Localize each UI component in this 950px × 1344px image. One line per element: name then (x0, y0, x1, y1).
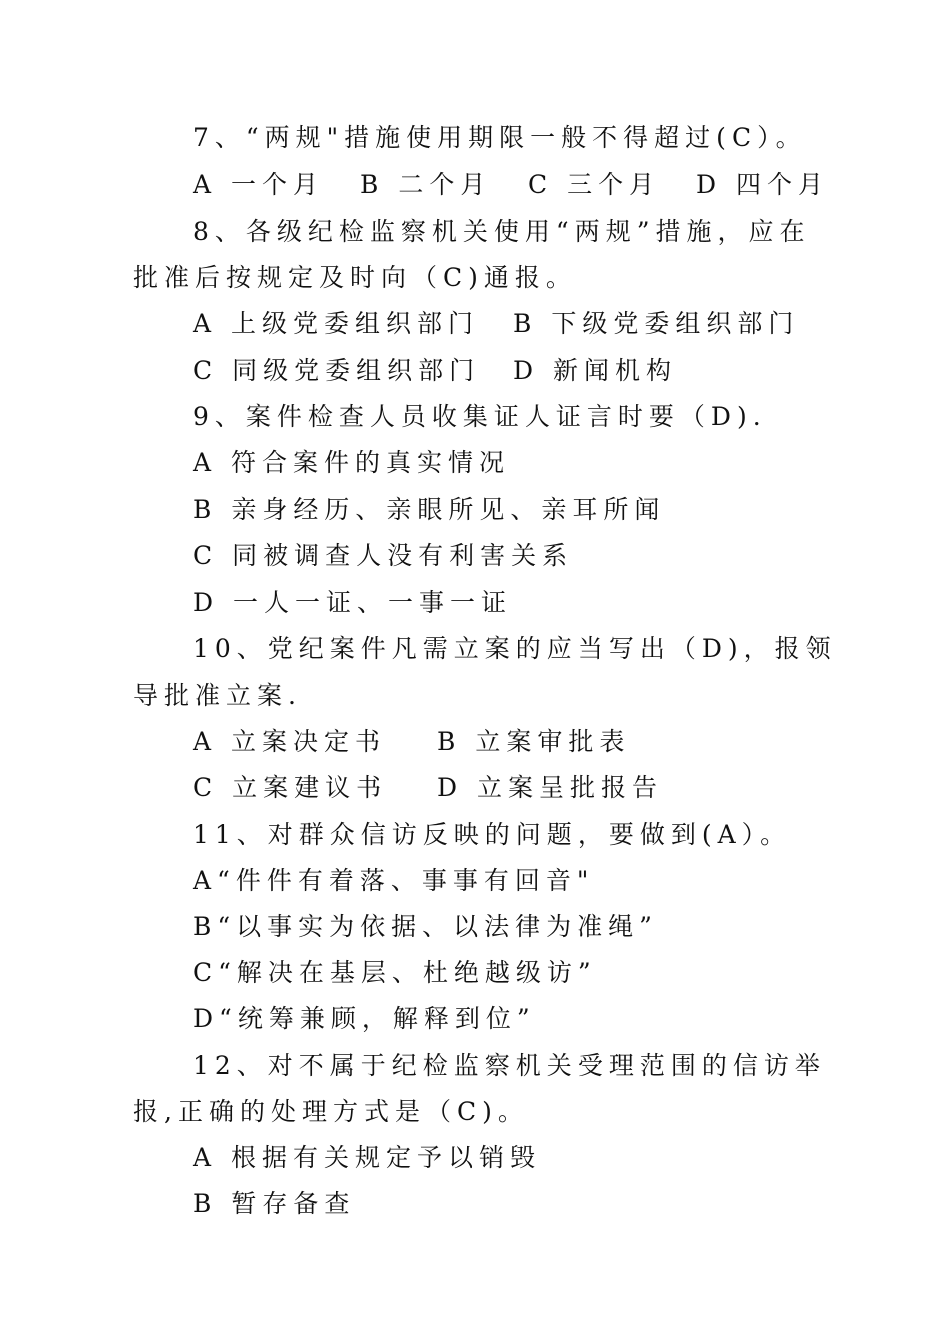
question-9-option-c: C 同被调查人没有利害关系 (193, 541, 574, 570)
question-7-option-c: C 三个月 (528, 170, 661, 199)
question-10-text-line2: 导批准立案. (133, 681, 302, 710)
question-12-option-b: B 暂存备查 (193, 1189, 356, 1218)
question-8-option-a: A 上级党委组织部门 (193, 309, 480, 338)
question-8-text-line1: 8、各级纪检监察机关使用“两规”措施，应在 (193, 217, 811, 246)
question-12-option-a: A 根据有关规定予以销毁 (193, 1143, 542, 1172)
question-12-text-line1: 12、对不属于纪检监察机关受理范围的信访举 (193, 1051, 826, 1080)
question-10-option-b: B 立案审批表 (437, 727, 631, 756)
question-10-option-d: D 立案呈批报告 (437, 773, 663, 802)
question-11-option-b: B“以事实为依据、以法律为准绳” (193, 912, 658, 941)
question-9-option-d: D 一人一证、一事一证 (193, 588, 512, 617)
question-10-text-line1: 10、党纪案件凡需立案的应当写出（D)，报领 (193, 634, 837, 663)
question-10-option-a: A 立案决定书 (193, 727, 387, 756)
question-12-text-line2: 报,正确的处理方式是（C)。 (133, 1097, 529, 1126)
question-7-text: 7、“两规"措施使用期限一般不得超过(C）。 (193, 123, 807, 152)
question-9-option-a: A 符合案件的真实情况 (193, 448, 511, 477)
question-11-option-c: C“解决在基层、杜绝越级访” (193, 958, 597, 987)
question-8-text-line2: 批准后按规定及时向（C)通报。 (133, 263, 577, 292)
question-8-option-d: D 新闻机构 (513, 356, 677, 385)
question-8-option-b: B 下级党委组织部门 (513, 309, 800, 338)
question-7-option-d: D 四个月 (696, 170, 829, 199)
question-11-option-a: A“件件有着落、事事有回音" (193, 866, 595, 895)
question-7-option-b: B 二个月 (360, 170, 492, 199)
question-9-option-b: B 亲身经历、亲眼所见、亲耳所闻 (193, 495, 666, 524)
question-7-option-a: A 一个月 (193, 170, 325, 199)
question-11-text: 11、对群众信访反映的问题，要做到(A）。 (193, 820, 792, 849)
question-8-option-c: C 同级党委组织部门 (193, 356, 481, 385)
question-10-option-c: C 立案建议书 (193, 773, 388, 802)
question-11-option-d: D“统筹兼顾，解释到位” (193, 1004, 536, 1033)
question-9-text: 9、案件检查人员收集证人证言时要（D). (193, 402, 767, 431)
